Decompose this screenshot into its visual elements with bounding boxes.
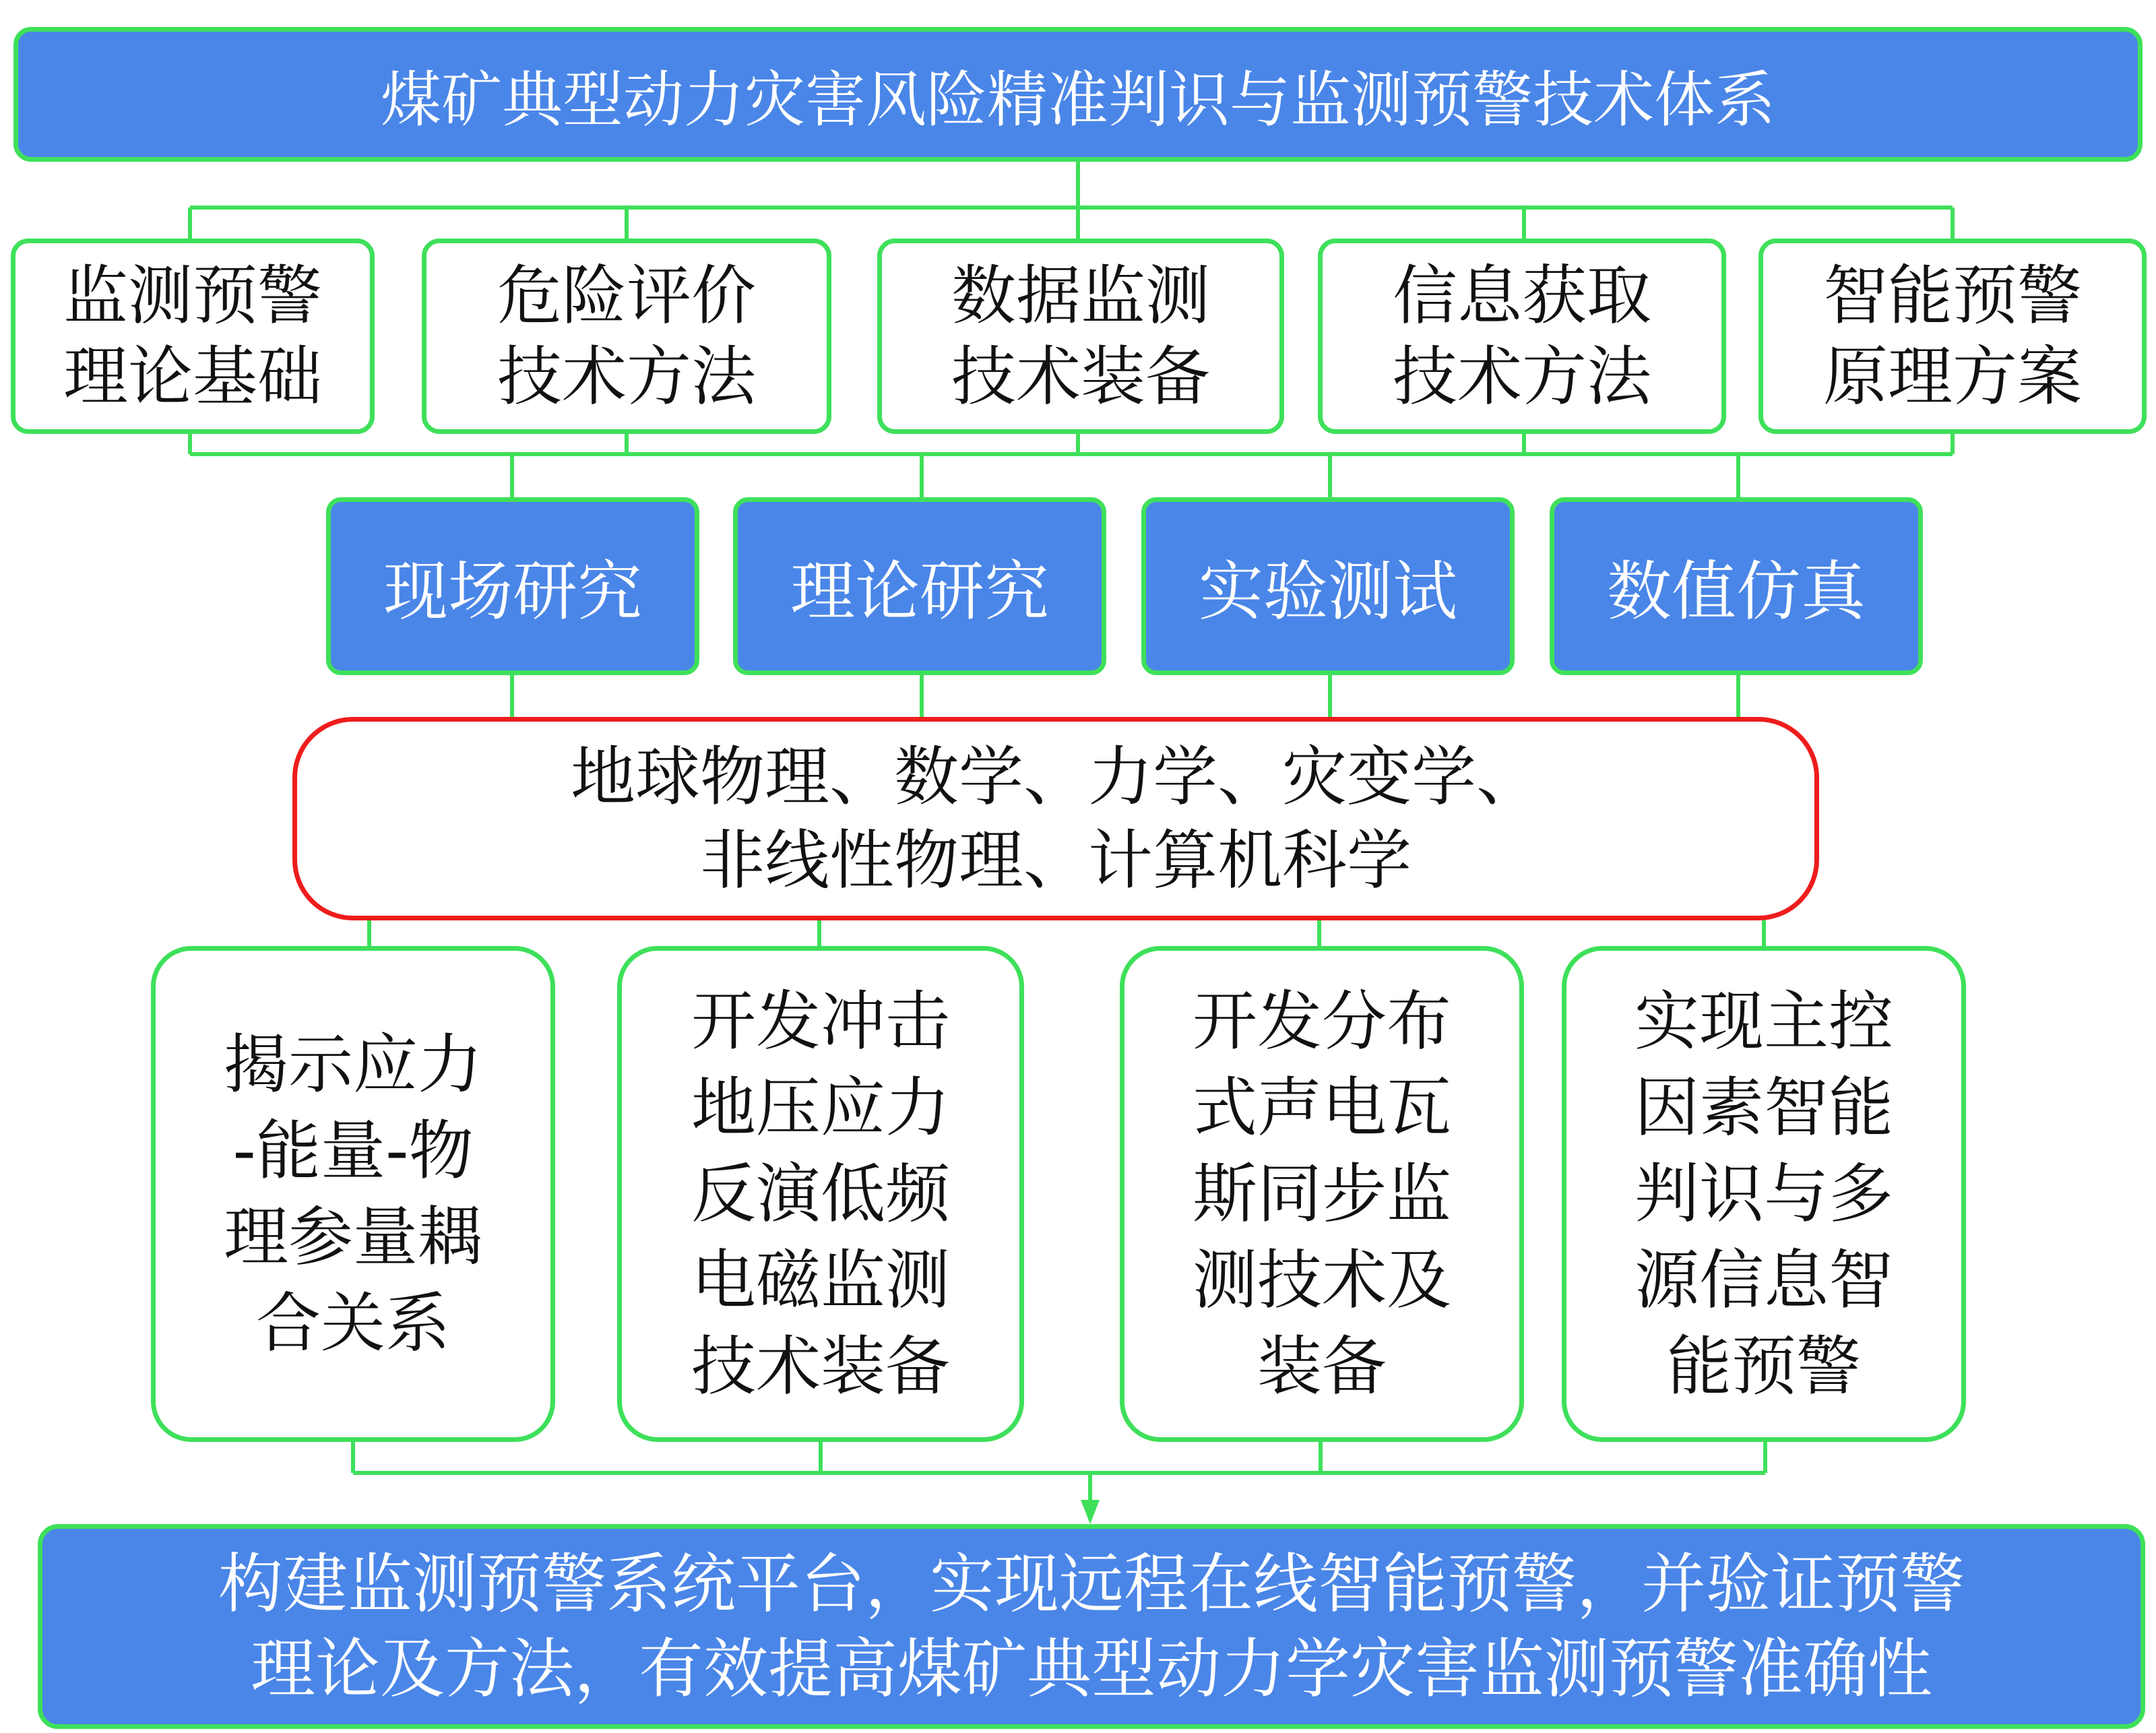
outcome-line: 开发冲击 [691, 984, 950, 1059]
outcome-line: 反演低频 [691, 1156, 950, 1232]
method-label: 理论研究 [790, 553, 1049, 629]
outcome-line: 判识与多 [1635, 1156, 1893, 1232]
pillar-box-5 [1758, 239, 2147, 434]
pillar-box-2 [422, 239, 831, 434]
outcome-line: 开发分布 [1193, 984, 1451, 1059]
outcome-line: 式声电瓦 [1193, 1070, 1451, 1145]
disciplines-line-2: 非线性物理、计算机科学 [700, 823, 1412, 898]
method-box-3 [1141, 497, 1515, 675]
disciplines-box [292, 717, 1819, 920]
arrow-head-down [1081, 1500, 1100, 1524]
outcome-box-4 [1562, 946, 1966, 1442]
system-title: 煤矿典型动力灾害风险精准判识与监测预警技术体系 [381, 65, 1775, 135]
pillar-box-1 [11, 239, 375, 434]
outcome-line: 合关系 [256, 1286, 450, 1361]
pillar-box-4 [1318, 239, 1726, 434]
outcome-line: 实现主控 [1635, 984, 1893, 1059]
method-label: 实验测试 [1199, 553, 1457, 629]
outcome-line: 源信息智 [1635, 1242, 1893, 1318]
pillar-line: 技术方法 [1393, 339, 1651, 414]
pillar-line: 理论基础 [63, 339, 322, 414]
goal-line-1: 构建监测预警系统平台，实现远程在线智能预警，并验证预警 [218, 1546, 1965, 1622]
goal-box [38, 1524, 2145, 1729]
pillar-line: 信息获取 [1393, 258, 1651, 334]
outcome-line: 测技术及 [1193, 1242, 1451, 1318]
outcome-line: 地压应力 [691, 1070, 950, 1145]
method-box-2 [733, 497, 1106, 675]
pillar-line: 技术方法 [497, 339, 756, 414]
system-title-box [13, 27, 2143, 162]
outcome-line: 揭示应力 [224, 1027, 482, 1102]
pillar-line: 监测预警 [63, 258, 322, 334]
pillar-line: 原理方案 [1823, 339, 2082, 414]
outcome-line: 技术装备 [691, 1329, 950, 1404]
outcome-box-1 [151, 946, 555, 1442]
pillar-box-3 [877, 239, 1284, 434]
disciplines-line-1: 地球物理、数学、力学、灾变学、 [571, 739, 1541, 815]
method-box-4 [1550, 497, 1923, 675]
pillar-line: 数据监测 [951, 258, 1210, 334]
method-box-1 [326, 497, 699, 675]
method-label: 现场研究 [383, 553, 642, 629]
outcome-box-3 [1120, 946, 1524, 1442]
pillar-line: 技术装备 [951, 339, 1210, 414]
outcome-line: 因素智能 [1635, 1070, 1893, 1145]
outcome-line: 能预警 [1667, 1329, 1861, 1404]
outcome-line: 理参量耦 [224, 1199, 482, 1275]
method-label: 数值仿真 [1607, 553, 1866, 629]
goal-line-2: 理论及方法，有效提高煤矿典型动力学灾害监测预警准确性 [251, 1631, 1932, 1707]
pillar-line: 危险评价 [497, 258, 756, 334]
pillar-line: 智能预警 [1823, 258, 2082, 334]
outcome-line: 装备 [1257, 1329, 1387, 1404]
outcome-box-2 [617, 946, 1024, 1442]
outcome-line: 斯同步监 [1193, 1156, 1451, 1232]
outcome-line: -能量-物 [232, 1113, 474, 1189]
outcome-line: 电磁监测 [691, 1242, 950, 1318]
